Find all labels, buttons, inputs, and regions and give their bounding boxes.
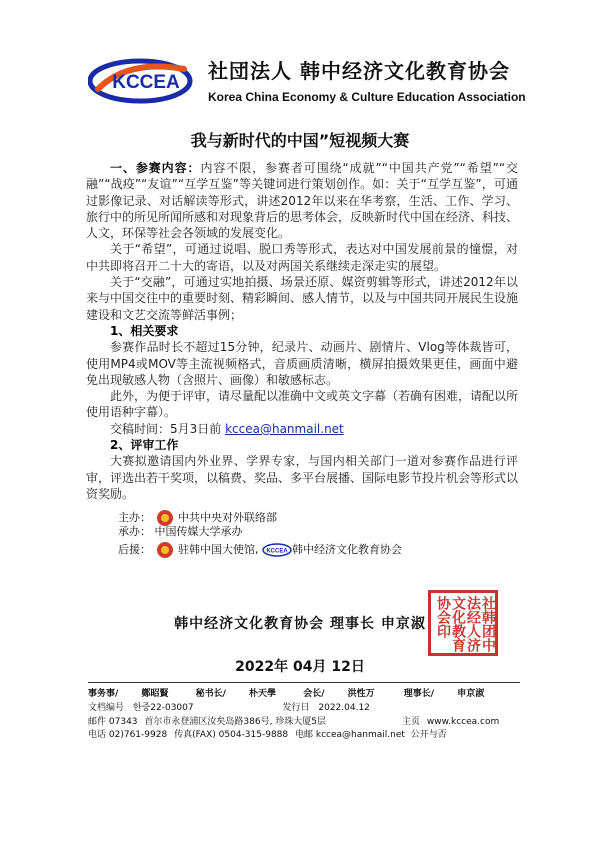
organizer-host: 主办： 中共中央对外联络部 [118, 508, 277, 528]
requirements-heading: 1、相关要求 [110, 323, 179, 338]
review-heading: 2、评审工作 [110, 438, 179, 453]
footer-address: 邮件 07343 首尔市永登浦区汝矣岛路386号, 珍珠大厦5层 [88, 717, 327, 727]
homepage-link[interactable]: www.kccea.com [426, 717, 500, 727]
org-name-en: Korea China Economy & Culture Education Association [208, 90, 526, 104]
official-seal: 社韩团中法经人济文化教育协会印 [428, 590, 498, 656]
organizer-support: 后援： 驻韩中国大使馆, KCCEA 韩中经济文化教育协会 [118, 540, 402, 560]
footer-doc-info: 文档编号 한중22-03007 发行日 2022.04.12 [88, 703, 370, 713]
national-emblem-icon [155, 540, 175, 560]
footer-homepage: 主页 www.kccea.com [402, 717, 500, 727]
requirements-paragraph-1: 参赛作品时长不超过15分钟，纪录片、动画片、剧情片、Vlog等体裁皆可，使用MP4或MOV等主流视频格式，音质画质清晰，横屏拍摄效果更佳，画面中避免出现敏感人物（含照片、画像）和敏感标志。 [86, 340, 518, 387]
content-paragraph-3: 关于“交融”，可通过实地拍摄、场景还原、媒资剪辑等形式，讲述2012年以来与中国交往中的重要时刻、精彩瞬间、感人情节，以及与中国共同开展民生设施建设和文艺交流等鲜活事例； [86, 275, 519, 322]
page-title: 我与新时代的中国”短视频大赛 [190, 131, 410, 150]
content-heading: 一、参赛内容： [110, 161, 201, 175]
signature-line: 韩中经济文化教育协会 理事长 申京淑 [174, 616, 426, 632]
requirements-paragraph-2: 此外，为便于评审，请尽量配以准确中文或英文字幕（若确有困难，请配以所使用语种字幕）。 [86, 389, 519, 420]
footer-approvals: 事务事/ 鄭昭賢 秘书长/ 朴天學 会长/ 洪性万 理事长/ 申京淑 [88, 689, 485, 699]
document-body [86, 160, 518, 502]
footer-email-link[interactable]: kccea@hanmail.net [315, 730, 405, 740]
submission-deadline: 交稿时间：5月3日前 kccea@hanmail.net [110, 421, 344, 436]
content-paragraph-1: 一、参赛内容：内容不限，参赛者可围绕“成就”“中国共产党”“希望”“交融”“战疫”“友谊”“互学互鉴”等关键词进行策划创作。如：关于“互学互鉴”，可通过影像记录、对话解读等形式，讲述2012年以来在华考察，生活、工作、学习、旅行中的所见所闻所感和对现象背后的思考体会，反映新时代中国在经济、科技、人文，环保等社会各领域的发展变化。 [86, 161, 519, 241]
logo-text: KCCEA [112, 72, 180, 93]
footer-contacts: 电话 02)761-9928 传真(FAX) 0504-315-9888 电邮 kccea@hanmail.net 公开与否 [88, 730, 447, 740]
kccea-small-logo [262, 543, 292, 557]
organizer-undertake: 承办： 中国传媒大学承办 [118, 525, 243, 538]
document-date: 2022年 04月 12日 [235, 659, 365, 675]
org-name-cn: 社団法人 韩中经济文化教育协会 [208, 59, 510, 83]
svg-text:KCCEA: KCCEA [266, 548, 288, 555]
review-paragraph: 大赛拟邀请国内外业界、学界专家，与国内相关部门一道对参赛作品进行评审，评选出若干奖项，以稿费、奖品、多平台展播、国际电影节投片机会等形式以资奖励。 [86, 454, 519, 501]
submission-email-link[interactable]: kccea@hanmail.net [225, 421, 344, 436]
content-paragraph-2: 关于“希望”，可通过说唱、脱口秀等形式，表达对中国发展前景的憧憬，对中共即将召开二十大的寄语，以及对两国关系继续走深走实的展望。 [86, 242, 518, 273]
footer-divider [88, 682, 520, 683]
kccea-logo [88, 55, 198, 107]
